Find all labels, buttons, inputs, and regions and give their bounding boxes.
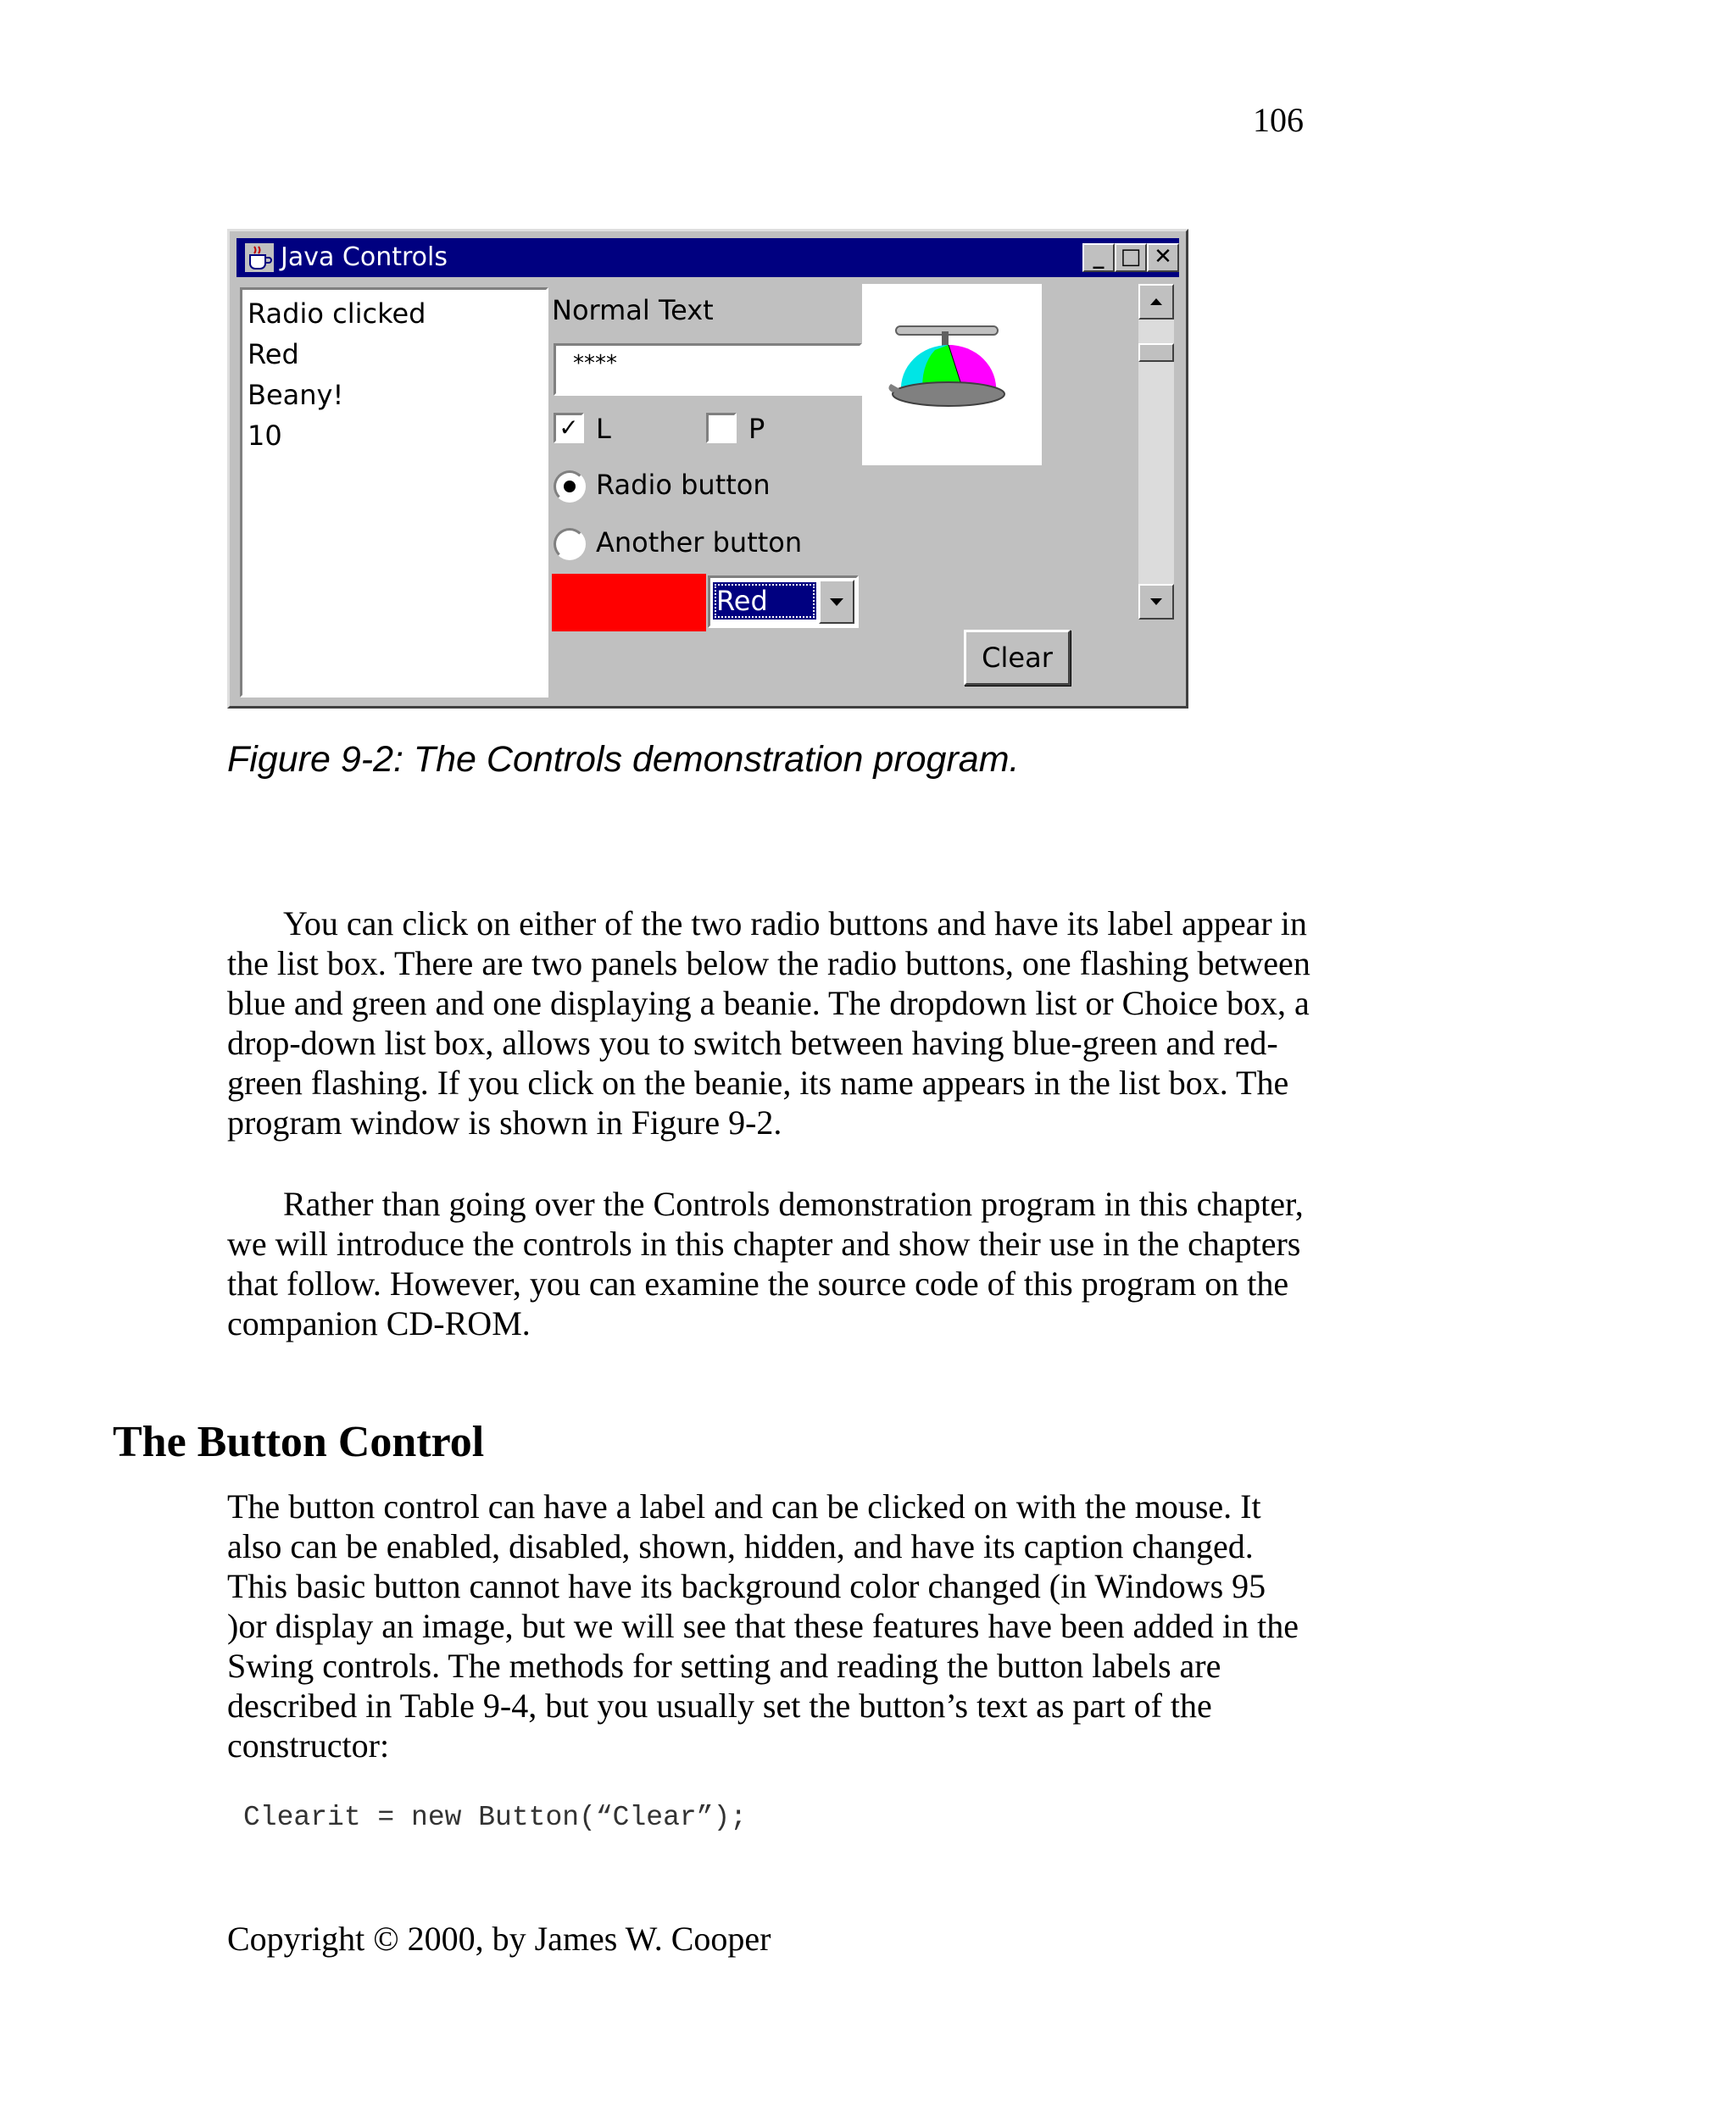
checkbox-l-label: L (596, 413, 611, 445)
body-paragraph: Rather than going over the Controls demonstration program in this chapter, we will introduce the controls in this chapter and show their use in the chapters that follow. However, you can examine the source code of this program on the companion CD-ROM. (227, 1185, 1304, 1342)
list-item[interactable]: Beany! (248, 379, 344, 411)
window-title: Java Controls (281, 242, 448, 272)
arrow-up-icon (1140, 286, 1172, 318)
java-controls-window (227, 229, 1188, 709)
beanie-image-panel[interactable] (862, 284, 1042, 465)
flashing-color-panel (552, 574, 706, 631)
close-button[interactable]: ✕ (1147, 243, 1179, 272)
list-item[interactable]: Radio clicked (248, 297, 426, 330)
vertical-scrollbar[interactable] (1138, 284, 1174, 620)
list-item[interactable]: 10 (248, 420, 282, 452)
choice-selected-value[interactable]: Red (713, 582, 816, 620)
password-field[interactable]: **** (554, 343, 862, 396)
dropdown-arrow-button[interactable] (819, 580, 854, 624)
scroll-down-button[interactable] (1138, 584, 1174, 620)
body-paragraph: You can click on either of the two radio buttons and have its label appear in the list box. There are two panels below the radio buttons, one flashing between blue and green and one displaying a beanie. The dropdown list or Choice box, a drop-down list box, allows you to switch between having blue-green and red-green flashing. If you click on the beanie, its name appears in the list box. The program window is shown in Figure 9-2. (227, 904, 1310, 1142)
radio-button-1-label: Radio button (596, 469, 771, 501)
normal-text-label: Normal Text (552, 294, 714, 326)
checkbox-p-label: P (748, 413, 765, 445)
section-heading: The Button Control (113, 1418, 485, 1466)
radio-button-2-label: Another button (596, 526, 803, 559)
chevron-down-icon (821, 581, 853, 622)
arrow-down-icon (1140, 586, 1172, 618)
minimize-button[interactable]: _ (1082, 243, 1115, 272)
color-choice-dropdown[interactable] (708, 575, 859, 628)
list-item[interactable]: Red (248, 338, 299, 370)
list-box[interactable] (240, 287, 548, 698)
page-number: 106 (1253, 101, 1304, 139)
window-titlebar (236, 238, 1179, 277)
copyright-footer: Copyright © 2000, by James W. Cooper (227, 1920, 771, 1958)
checkbox-p[interactable] (706, 413, 737, 443)
figure-caption: Figure 9-2: The Controls demonstration program. (227, 739, 1020, 780)
scroll-up-button[interactable] (1138, 284, 1174, 320)
radio-selected-dot (564, 481, 576, 492)
radio-button-1[interactable] (554, 470, 586, 503)
java-cup-icon (245, 243, 274, 272)
radio-button-2[interactable] (554, 528, 586, 560)
section-paragraph: The button control can have a label and can be clicked on with the mouse. It also can be enabled, disabled, shown, hidden, and have its caption changed. This basic button cannot have its background color changed (in Windows 95 )or display an image, but we will see that these features have been added in the Swing controls. The methods for setting and reading the button labels are described in Table 9-4, but you usually set the button’s text as part of the constructor: (227, 1487, 1299, 1765)
code-sample: Clearit = new Button(“Clear”); (243, 1802, 748, 1833)
beanie-icon (862, 284, 1042, 465)
maximize-button[interactable]: □ (1115, 243, 1147, 272)
clear-button[interactable]: Clear (964, 630, 1071, 686)
scrollbar-thumb[interactable] (1138, 343, 1174, 362)
checkbox-l[interactable]: ✓ (554, 413, 584, 443)
